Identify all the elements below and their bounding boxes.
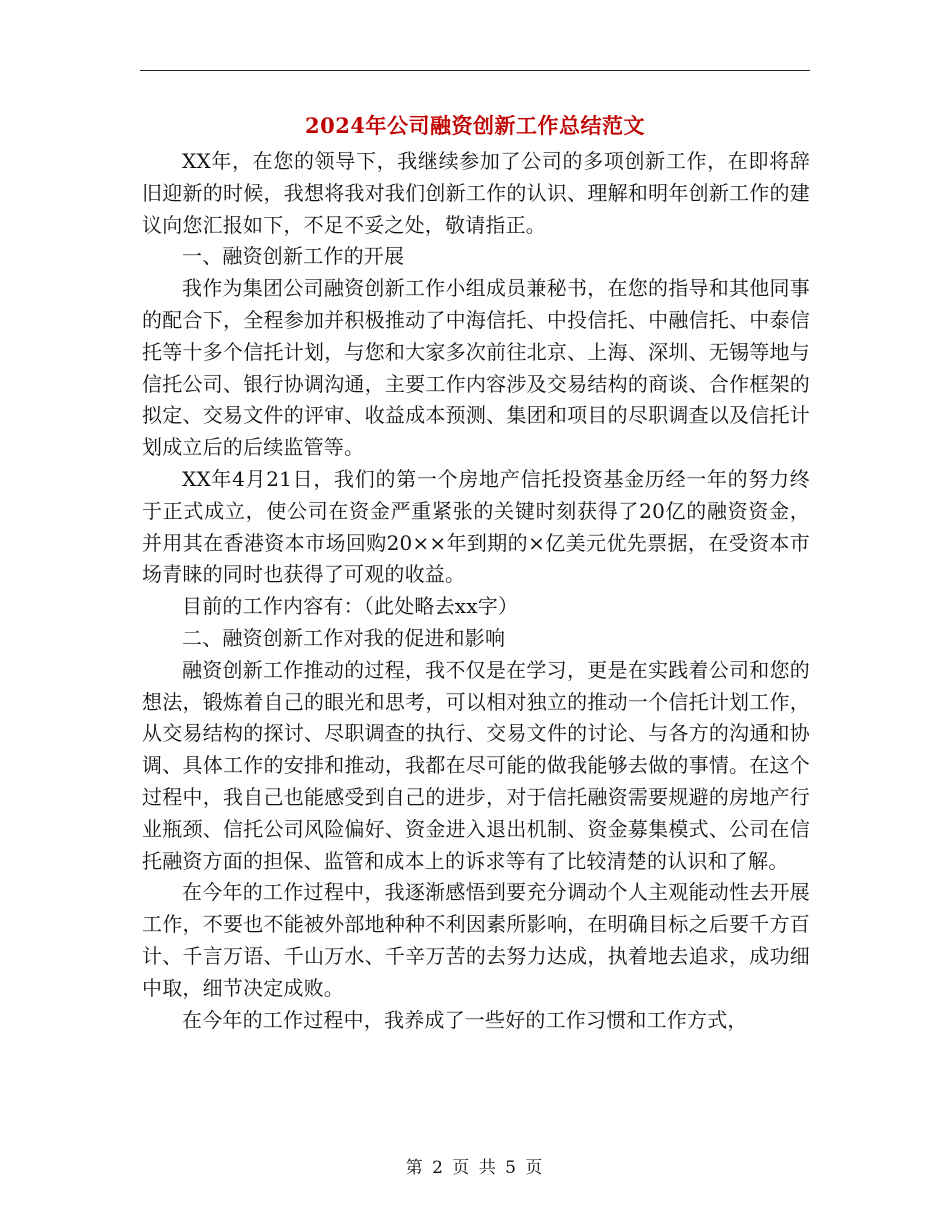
paragraph-intro: XX年，在您的领导下，我继续参加了公司的多项创新工作，在即将辞旧迎新的时候，我想将我对我们创新工作的认识、理解和明年创新工作的建议向您汇报如下，不足不妥之处，敬请指正。 <box>142 149 810 237</box>
paragraph-impact-2: 在今年的工作过程中，我逐渐感悟到要充分调动个人主观能动性去开展工作，不要也不能被外部地种种不利因素所影响，在明确目标之后要千方百计、千言万语、千山万水、千辛万苦的去努力达成，执着地去追求，成功细中取，细节决定成败。 <box>142 880 810 1000</box>
paragraph-work-2: XX年4月21日，我们的第一个房地产信托投资基金历经一年的努力终于正式成立，使公司在资金严重紧张的关键时刻获得了20亿的融资资金，并用其在香港资本市场回购20××年到期的×亿美元优先票据，在受资本市场青睐的同时也获得了可观的收益。 <box>142 466 810 587</box>
document-body <box>142 146 810 1036</box>
paragraph-current-work: 目前的工作内容有：（此处略去xx字） <box>182 594 519 619</box>
paragraph-impact-1: 融资创新工作推动的过程，我不仅是在学习，更是在实践着公司和您的想法，锻炼着自己的眼光和思考，可以相对独立的推动一个信托计划工作，从交易结构的探讨、尽职调查的执行、交易文件的讨论、与各方的沟通和协调、具体工作的安排和推动，我都在尽可能的做我能够去做的事情。在这个过程中，我自己也能感受到自己的进步，对于信托融资需要规避的房地产行业瓶颈、信托公司风险偏好、资金进入退出机制、资金募集模式、公司在信托融资方面的担保、监管和成本上的诉求等有了比较清楚的认识和了解。 <box>142 657 810 873</box>
document-title: 2024年公司融资创新工作总结范文 <box>305 113 645 138</box>
section-heading-1: 一、融资创新工作的开展 <box>182 244 405 269</box>
paragraph-work-1: 我作为集团公司融资创新工作小组成员兼秘书，在您的指导和其他同事的配合下，全程参加并积极推动了中海信托、中投信托、中融信托、中泰信托等十多个信托计划，与您和大家多次前往北京、上海、深圳、无锡等地与信托公司、银行协调沟通，主要工作内容涉及交易结构的商谈、合作框架的拟定、交易文件的评审、收益成本预测、集团和项目的尽职调查以及信托计划成立后的后续监管等。 <box>142 276 810 460</box>
header-rule <box>140 70 810 71</box>
page-number: 第 2 页 共 5 页 <box>405 1158 545 1178</box>
section-heading-2: 二、融资创新工作对我的促进和影响 <box>182 625 506 650</box>
paragraph-impact-3: 在今年的工作过程中，我养成了一些好的工作习惯和工作方式， <box>182 1007 748 1032</box>
